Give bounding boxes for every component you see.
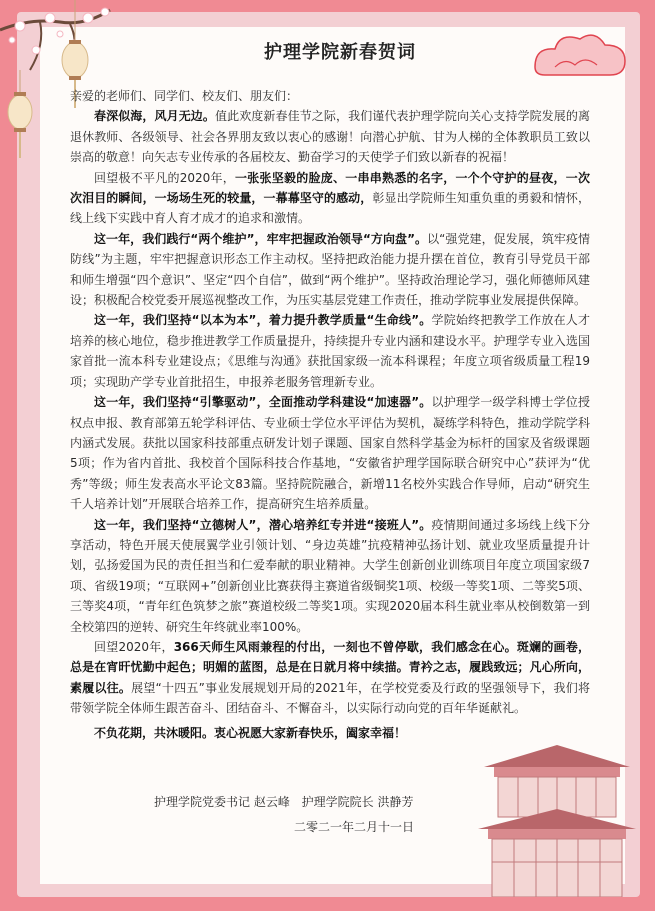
letter-body	[70, 86, 590, 743]
signature-secretary: 护理学院党委书记 赵云峰	[154, 795, 290, 809]
paragraph-3: 这一年，我们践行“两个维护”，牢牢把握政治领导“方向盘”。以“强党建，促发展，筑牢疫情防线”为主题，牢牢把握意识形态工作主动权。坚持把政治能力提升摆在首位，教育引导党员干部和师生增强“四个意识”、坚定“四个自信”，做到“两个维护”。坚持政治理论学习，强化师德师风建设；积极配合校党委开展巡视整改工作，为压实基层党建工作责任，推动学院事业发展提供保障。	[70, 231, 590, 308]
paragraph-4: 这一年，我们坚持“以本为本”，着力提升教学质量“生命线”。学院始终把教学工作放在人才培养的核心地位，稳步推进教学工作质量提升，持续提升专业内涵和建设水平。护理学专业入选国家首批一流本科专业建设点；《思维与沟通》获批国家级一流本科课程；年度立项省级质量工程19项；实现助产学专业首批招生，申报养老服务管理新专业。	[70, 313, 590, 389]
closing-line: 不负花期，共沐暖阳。衷心祝愿大家新春快乐，阖家幸福！	[94, 725, 407, 740]
paragraph-6: 这一年，我们坚持“立德树人”，潜心培养红专并进“接班人”。疫情期间通过多场线上线下分享活动，特色开展天使展翼学业引领计划、“身边英雄”抗疫精神弘扬计划、就业攻坚质量提升计划，弘扬爱国为民的责任担当和仁爱奉献的职业精神。大学生创新创业训练项目年度立项国家级7项、省级19项；“互联网+”创新创业比赛获得主赛道省级铜奖1项、校级一等奖1项、二等奖5项、三等奖4项，“青年红色筑梦之旅”赛道校级二等奖1项。实现2020届本科生就业率从校倒数第一到全校第四的逆转、研究生年终就业率100%。	[70, 517, 590, 634]
lantern-icon	[6, 70, 34, 160]
paragraph-5: 这一年，我们坚持“引擎驱动”，全面推动学科建设“加速器”。以护理学一级学科博士学位授权点申报、教育部第五轮学科评估、专业硕士学位水平评估为契机，凝练学科特色，推动学院学科内涵式发展。获批以国家科技部重点研发计划子课题、国家自然科学基金为标杆的国家及省级课题5项；作为省内首批、我校首个国际科技合作基地，“安徽省护理学国际联合研究中心”获评为“优秀”等级；师生发表高水平论文83篇。坚持院院融合，新增11名校外实践合作导师，启动“研究生千人培养计划”开展联合培养工作，提高研究生培养质量。	[70, 395, 590, 512]
paragraph-2: 回望极不平凡的2020年，一张张坚毅的脸庞、一串串熟悉的名字，一个个守护的昼夜，一次次泪目的瞬间，一场场生死的较量，一幕幕坚守的感动，彰显出学院师生知重负重的勇毅和情怀，线上线下实践中育人育才成才的追求和激情。	[70, 170, 590, 226]
greeting: 亲爱的老师们、同学们、校友们、朋友们：	[70, 89, 299, 103]
signature-line	[154, 793, 421, 810]
paragraph-1: 春深似海，风月无边。值此欢度新春佳节之际，我们谨代表护理学院向关心支持学院发展的离退休教师、各级领导、社会各界朋友致以衷心的感谢！向潜心护航、甘为人梯的全体教职员工致以崇高的敬意！向矢志专业传承的各届校友、勤奋学习的天使学子们致以新春的祝福！	[70, 109, 590, 165]
signature-dean: 护理学院院长 洪静芳	[301, 795, 414, 809]
paragraph-7: 回望2020年，366天师生风雨兼程的付出，一刻也不曾停歇，我们感念在心。斑斓的画卷，总是在宵旰忧勤中起色；明媚的蓝图，总是在日就月将中续描。青衿之志，履践致远；凡心所向，素履以往。展望“十四五”事业发展规划开局的2021年，在学校党委及行政的坚强领导下，我们将带领学院全体师生跟苦奋斗、团结奋斗、不懈奋斗，以实际行动向党的百年华诞献礼。	[70, 639, 590, 716]
pavilion-icon	[474, 737, 640, 897]
date-line: 二零二一年二月十一日	[294, 820, 415, 834]
page-title: 护理学院新春贺词	[264, 42, 416, 63]
